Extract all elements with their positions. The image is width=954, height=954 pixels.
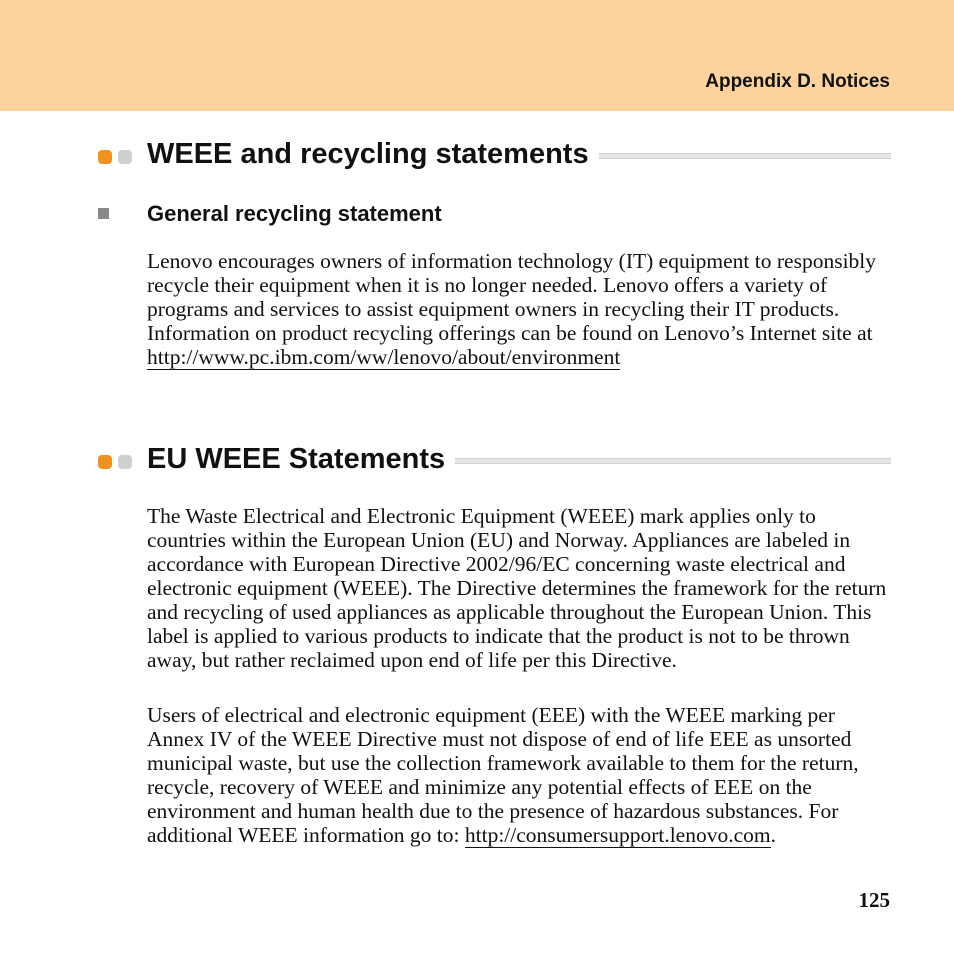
weee-mark-paragraph: The Waste Electrical and Electronic Equipment (WEEE) mark applies only to countries within the European Union (EU) and Norway. Appliances are labeled in accordance with European Directive 2002/96/EC concerning waste electrical and electronic equipment (WEEE). The Directive determines the framework for the return and recycling of used appliances as applicable throughout the European Union. This label is applied to various products to indicate that the product is not to be thrown away, but rather reclaimed upon end of life per this Directive.: [147, 504, 887, 672]
page-number: 125: [858, 888, 890, 912]
heading-rule: [599, 153, 891, 159]
heading-rule: [455, 458, 891, 464]
section-title: EU WEEE Statements: [147, 443, 446, 475]
eee-users-paragraph: [147, 703, 892, 847]
paragraph-text: Lenovo encourages owners of information technology (IT) equipment to responsibly recycle their equipment when it is no longer needed. Lenovo offers a variety of programs and services to assist equipment owners in recycling their IT products. Information on product recycling offerings can be found on Lenovo’s Internet site at: [147, 249, 877, 345]
page-header: [0, 0, 954, 111]
section-bullets-icon: [98, 150, 132, 164]
section-bullets-icon: [98, 455, 132, 469]
orange-square-icon: [98, 455, 112, 469]
recycling-paragraph: [147, 249, 892, 369]
section-heading-weee-recycling: [147, 138, 891, 171]
consumer-support-link[interactable]: http://consumersupport.lenovo.com: [464, 823, 771, 847]
gray-square-icon: [118, 150, 132, 164]
chapter-title: Appendix D. Notices: [705, 71, 890, 92]
environment-link[interactable]: http://www.pc.ibm.com/ww/lenovo/about/environment: [147, 345, 621, 369]
section-heading-eu-weee: [147, 443, 891, 476]
gray-square-icon: [118, 455, 132, 469]
subsection-title: General recycling statement: [147, 201, 442, 226]
paragraph-text: Users of electrical and electronic equipment (EEE) with the WEEE marking per Annex IV of the WEEE Directive must not dispose of end of life EEE as unsorted municipal waste, but use the collection framework available to them for the return, recycle, recovery of WEEE and minimize any potential effects of EEE on the environment and human health due to the presence of hazardous substances. For additional WEEE information go to:: [147, 703, 859, 847]
section-title: WEEE and recycling statements: [147, 138, 589, 170]
link-suffix: .: [770, 823, 776, 847]
square-bullet-icon: [98, 208, 109, 219]
orange-square-icon: [98, 150, 112, 164]
